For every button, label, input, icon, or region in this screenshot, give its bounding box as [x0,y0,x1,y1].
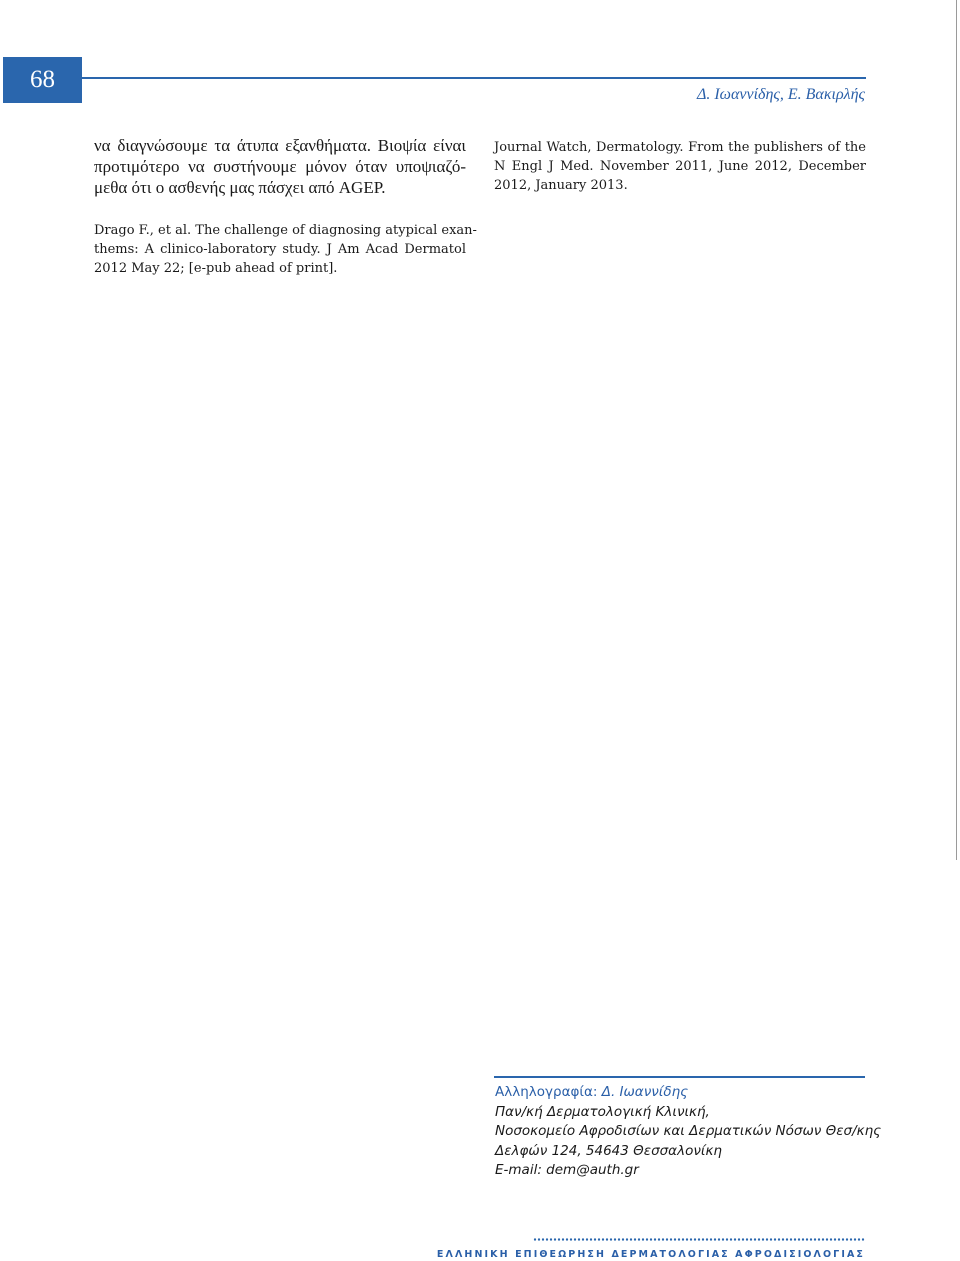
correspondence-rule [494,1076,865,1078]
reference-line: N Engl J Med. November 2011, June 2012, December [494,159,866,174]
correspondence-line: Νοσοκομείο Αφροδισίων και Δερματικών Νόσων Θεσ/κης [495,1123,882,1139]
correspondence-heading [495,1083,867,1103]
correspondence-block [495,1083,882,1181]
reference-drago [94,221,477,278]
body-paragraph [94,135,466,198]
correspondence-line: Παν/κή Δερματολογική Κλινική, [495,1103,710,1120]
reference-line: Drago F., et al. The challenge of diagnosing atypical exan- [94,223,477,238]
correspondence-label: Αλληλογραφία: [495,1084,598,1100]
running-head-authors: Δ. Ιωαννίδης, Ε. Βακιρλής [696,86,865,103]
reference-line: Journal Watch, Dermatology. From the publishers of the [494,140,866,155]
correspondence-line: Δελφών 124, 54643 Θεσσαλονίκη [495,1142,722,1159]
reference-line: thems: A clinico-laboratory study. J Am Acad Dermatol [94,242,466,257]
reference-line: 2012, January 2013. [494,178,628,193]
body-line: μεθα ότι ο ασθενής μας πάσχει από AGEP. [94,178,386,197]
body-line: προτιμότερο να συστήνουμε μόνον όταν υποψιαζό- [94,157,466,176]
page-edge-line [956,0,957,860]
correspondence-name: Δ. Ιωαννίδης [601,1084,689,1100]
footer-dotted-rule [533,1238,865,1241]
reference-journal-watch [494,138,866,195]
correspondence-email: E-mail: dem@auth.gr [495,1162,639,1178]
footer-journal-title: ΕΛΛΗΝΙΚΗ ΕΠΙΘΕΩΡΗΣΗ ΔΕΡΜΑΤΟΛΟΓΙΑΣ ΑΦΡΟΔΙΣΙΟΛΟΓΙΑΣ [436,1249,865,1260]
page-number: 68 [3,57,82,103]
body-line: να διαγνώσουμε τα άτυπα εξανθήματα. Βιοψία είναι [94,136,466,155]
header-rule [82,77,866,79]
reference-line: 2012 May 22; [e-pub ahead of print]. [94,261,338,276]
